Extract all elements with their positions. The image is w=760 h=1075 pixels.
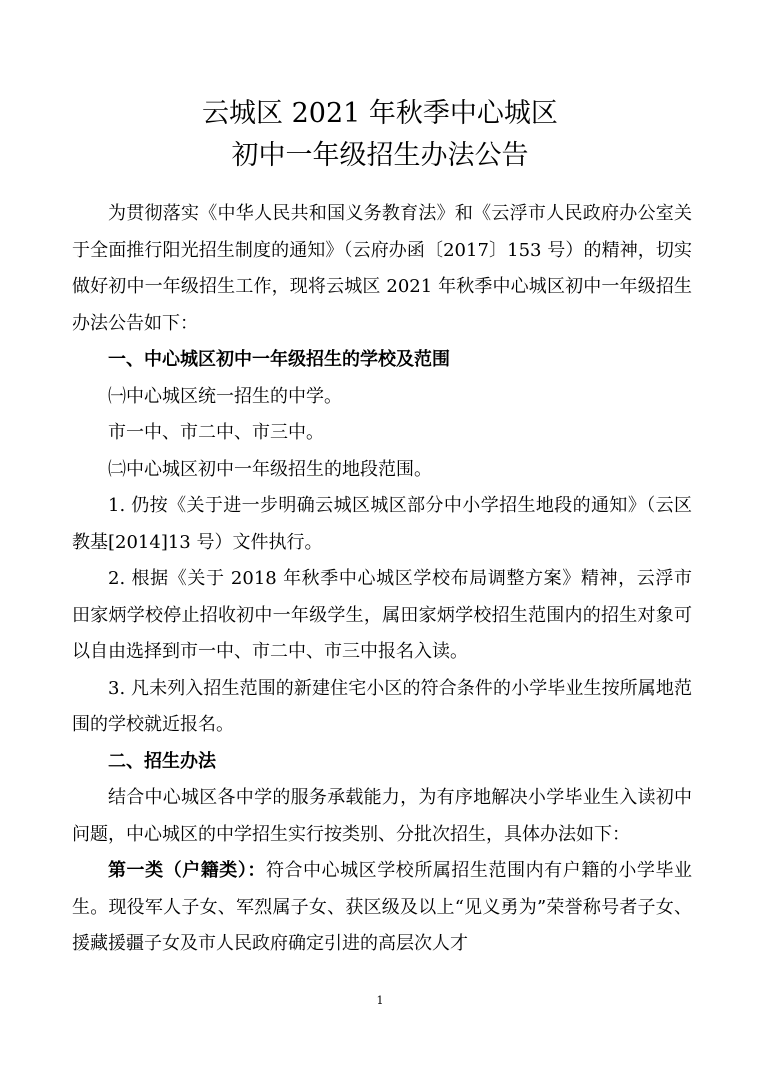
section1-item1: ㈠中心城区统一招生的中学。 (108, 385, 342, 407)
category1-label: 第一类（户籍类）： (108, 860, 266, 881)
section1-point3: 3. 凡未列入招生范围的新建住宅小区的符合条件的小学毕业生按所属地范围的学校就近报名。 (72, 677, 692, 735)
category1-text: 符合中心城区学校所属招生范围内有户籍的小学毕业生。现役军人子女、军烈属子女、获区级及以上“见义勇为”荣誉称号者子女、援藏援疆子女及市人民政府确定引进的高层次人才 (72, 860, 692, 954)
section1-point1: 1. 仍按《关于进一步明确云城区城区部分中小学招生地段的通知》（云区教基[2014]13 号）文件执行。 (72, 495, 692, 553)
intro-paragraph: 为贯彻落实《中华人民共和国义务教育法》和《云浮市人民政府办公室关于全面推行阳光招生制度的通知》（云府办函〔2017〕153 号）的精神，切实做好初中一年级招生工作，现将云城区 2021 年秋季中心城区初中一年级招生办法公告如下： (72, 203, 692, 334)
section1-item2: ㈡中心城区初中一年级招生的地段范围。 (108, 458, 432, 480)
document-title-line1: 云城区 2021 年秋季中心城区 (202, 98, 558, 129)
document-body (72, 196, 692, 963)
section1-point2: 2. 根据《关于 2018 年秋季中心城区学校布局调整方案》精神，云浮市田家炳学校停止招收初中一年级学生，属田家炳学校招生范围内的招生对象可以自由选择到市一中、市二中、市三中报名入读。 (72, 568, 692, 662)
section1-heading: 一、中心城区初中一年级招生的学校及范围 (108, 349, 450, 370)
section2-heading: 二、招生办法 (108, 750, 216, 772)
section2-category1 (72, 853, 692, 963)
section2-intro: 结合中心城区各中学的服务承载能力，为有序地解决小学毕业生入读初中问题，中心城区的中学招生实行按类别、分批次招生，具体办法如下： (72, 787, 692, 845)
page-number: 1 (376, 994, 384, 1007)
document-title-line2: 初中一年级招生办法公告 (231, 140, 529, 171)
section1-schools: 市一中、市二中、市三中。 (108, 422, 324, 443)
